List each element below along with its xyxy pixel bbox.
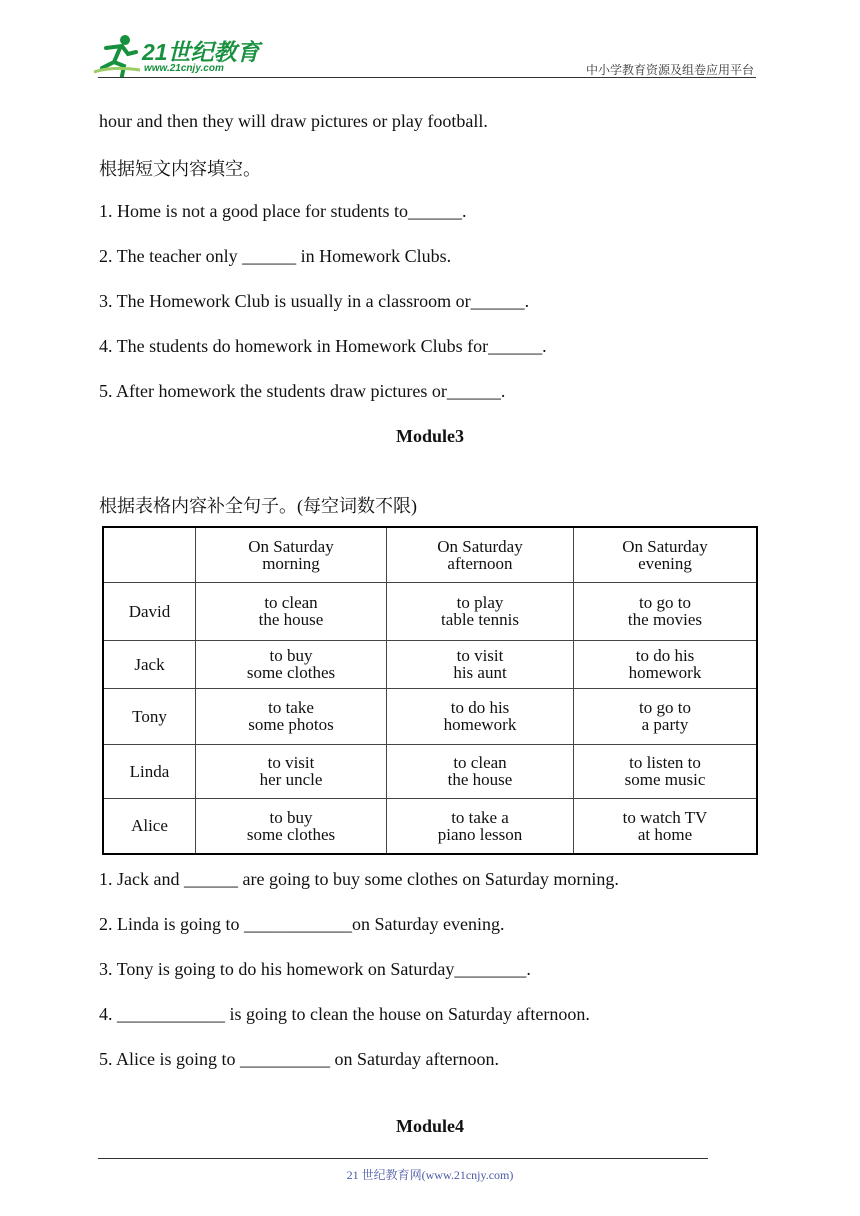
table-cell: to listen to some music xyxy=(574,744,758,798)
table-cell: to do his homework xyxy=(387,688,574,744)
table-row xyxy=(103,688,757,744)
table-cell: to clean the house xyxy=(387,744,574,798)
table-name-cell: Linda xyxy=(103,744,196,798)
table-cell: to go to the movies xyxy=(574,582,758,640)
table-cell: to clean the house xyxy=(196,582,387,640)
header-divider xyxy=(98,77,756,78)
table-name-cell: Alice xyxy=(103,798,196,854)
section1-question: 4. The students do homework in Homework Clubs for______. xyxy=(99,336,547,356)
schedule-table xyxy=(102,526,758,855)
module3-question: 1. Jack and ______ are going to buy some clothes on Saturday morning. xyxy=(99,869,619,889)
table-cell: to play table tennis xyxy=(387,582,574,640)
logo-url: www.21cnjy.com xyxy=(144,63,224,74)
table-cell: to watch TV at home xyxy=(574,798,758,854)
section1-question: 2. The teacher only ______ in Homework Clubs. xyxy=(99,246,452,266)
table-name-cell: David xyxy=(103,582,196,640)
module3-question: 3. Tony is going to do his homework on Saturday________. xyxy=(99,959,531,979)
table-name-cell: Tony xyxy=(103,688,196,744)
logo-text: 21世纪教育 xyxy=(142,39,260,65)
runner-logo-icon xyxy=(92,32,142,78)
table-header-row xyxy=(103,527,757,582)
table-cell: to buy some clothes xyxy=(196,640,387,688)
table-cell: to visit her uncle xyxy=(196,744,387,798)
table-row xyxy=(103,798,757,854)
module3-question: 4. ____________ is going to clean the house on Saturday afternoon. xyxy=(99,1004,590,1024)
footer-text: 21 世纪教育网(www.21cnjy.com) xyxy=(346,1168,514,1182)
table-cell: to do his homework xyxy=(574,640,758,688)
module3-question: 2. Linda is going to ____________on Saturday evening. xyxy=(99,914,505,934)
table-cell: to visit his aunt xyxy=(387,640,574,688)
page-header xyxy=(0,0,860,80)
logo xyxy=(92,32,267,78)
platform-label: 中小学教育资源及组卷应用平台 xyxy=(585,63,754,77)
table-row xyxy=(103,582,757,640)
footer-divider xyxy=(98,1158,708,1159)
module4-title: Module4 xyxy=(395,1116,464,1136)
module3-instruction: 根据表格内容补全句子。(每空词数不限) xyxy=(99,496,417,516)
section1-question: 5. After homework the students draw pictures or______. xyxy=(99,381,506,401)
table-row xyxy=(103,640,757,688)
section1-question: 3. The Homework Club is usually in a classroom or______. xyxy=(99,291,530,311)
table-cell: to go to a party xyxy=(574,688,758,744)
table-cell: to take some photos xyxy=(196,688,387,744)
table-header-cell: On Saturday afternoon xyxy=(387,527,574,582)
module3-question: 5. Alice is going to __________ on Saturday afternoon. xyxy=(99,1049,499,1069)
passage-end: hour and then they will draw pictures or play football. xyxy=(99,111,488,131)
table-row xyxy=(103,744,757,798)
module3-title: Module3 xyxy=(395,426,464,446)
section1-instruction: 根据短文内容填空。 xyxy=(99,159,261,179)
table-header-cell: On Saturday evening xyxy=(574,527,758,582)
table-name-cell: Jack xyxy=(103,640,196,688)
table-cell: to buy some clothes xyxy=(196,798,387,854)
section1-question: 1. Home is not a good place for students to______. xyxy=(99,201,467,221)
table-header-cell: On Saturday morning xyxy=(196,527,387,582)
table-corner-cell xyxy=(103,527,196,582)
table-cell: to take a piano lesson xyxy=(387,798,574,854)
